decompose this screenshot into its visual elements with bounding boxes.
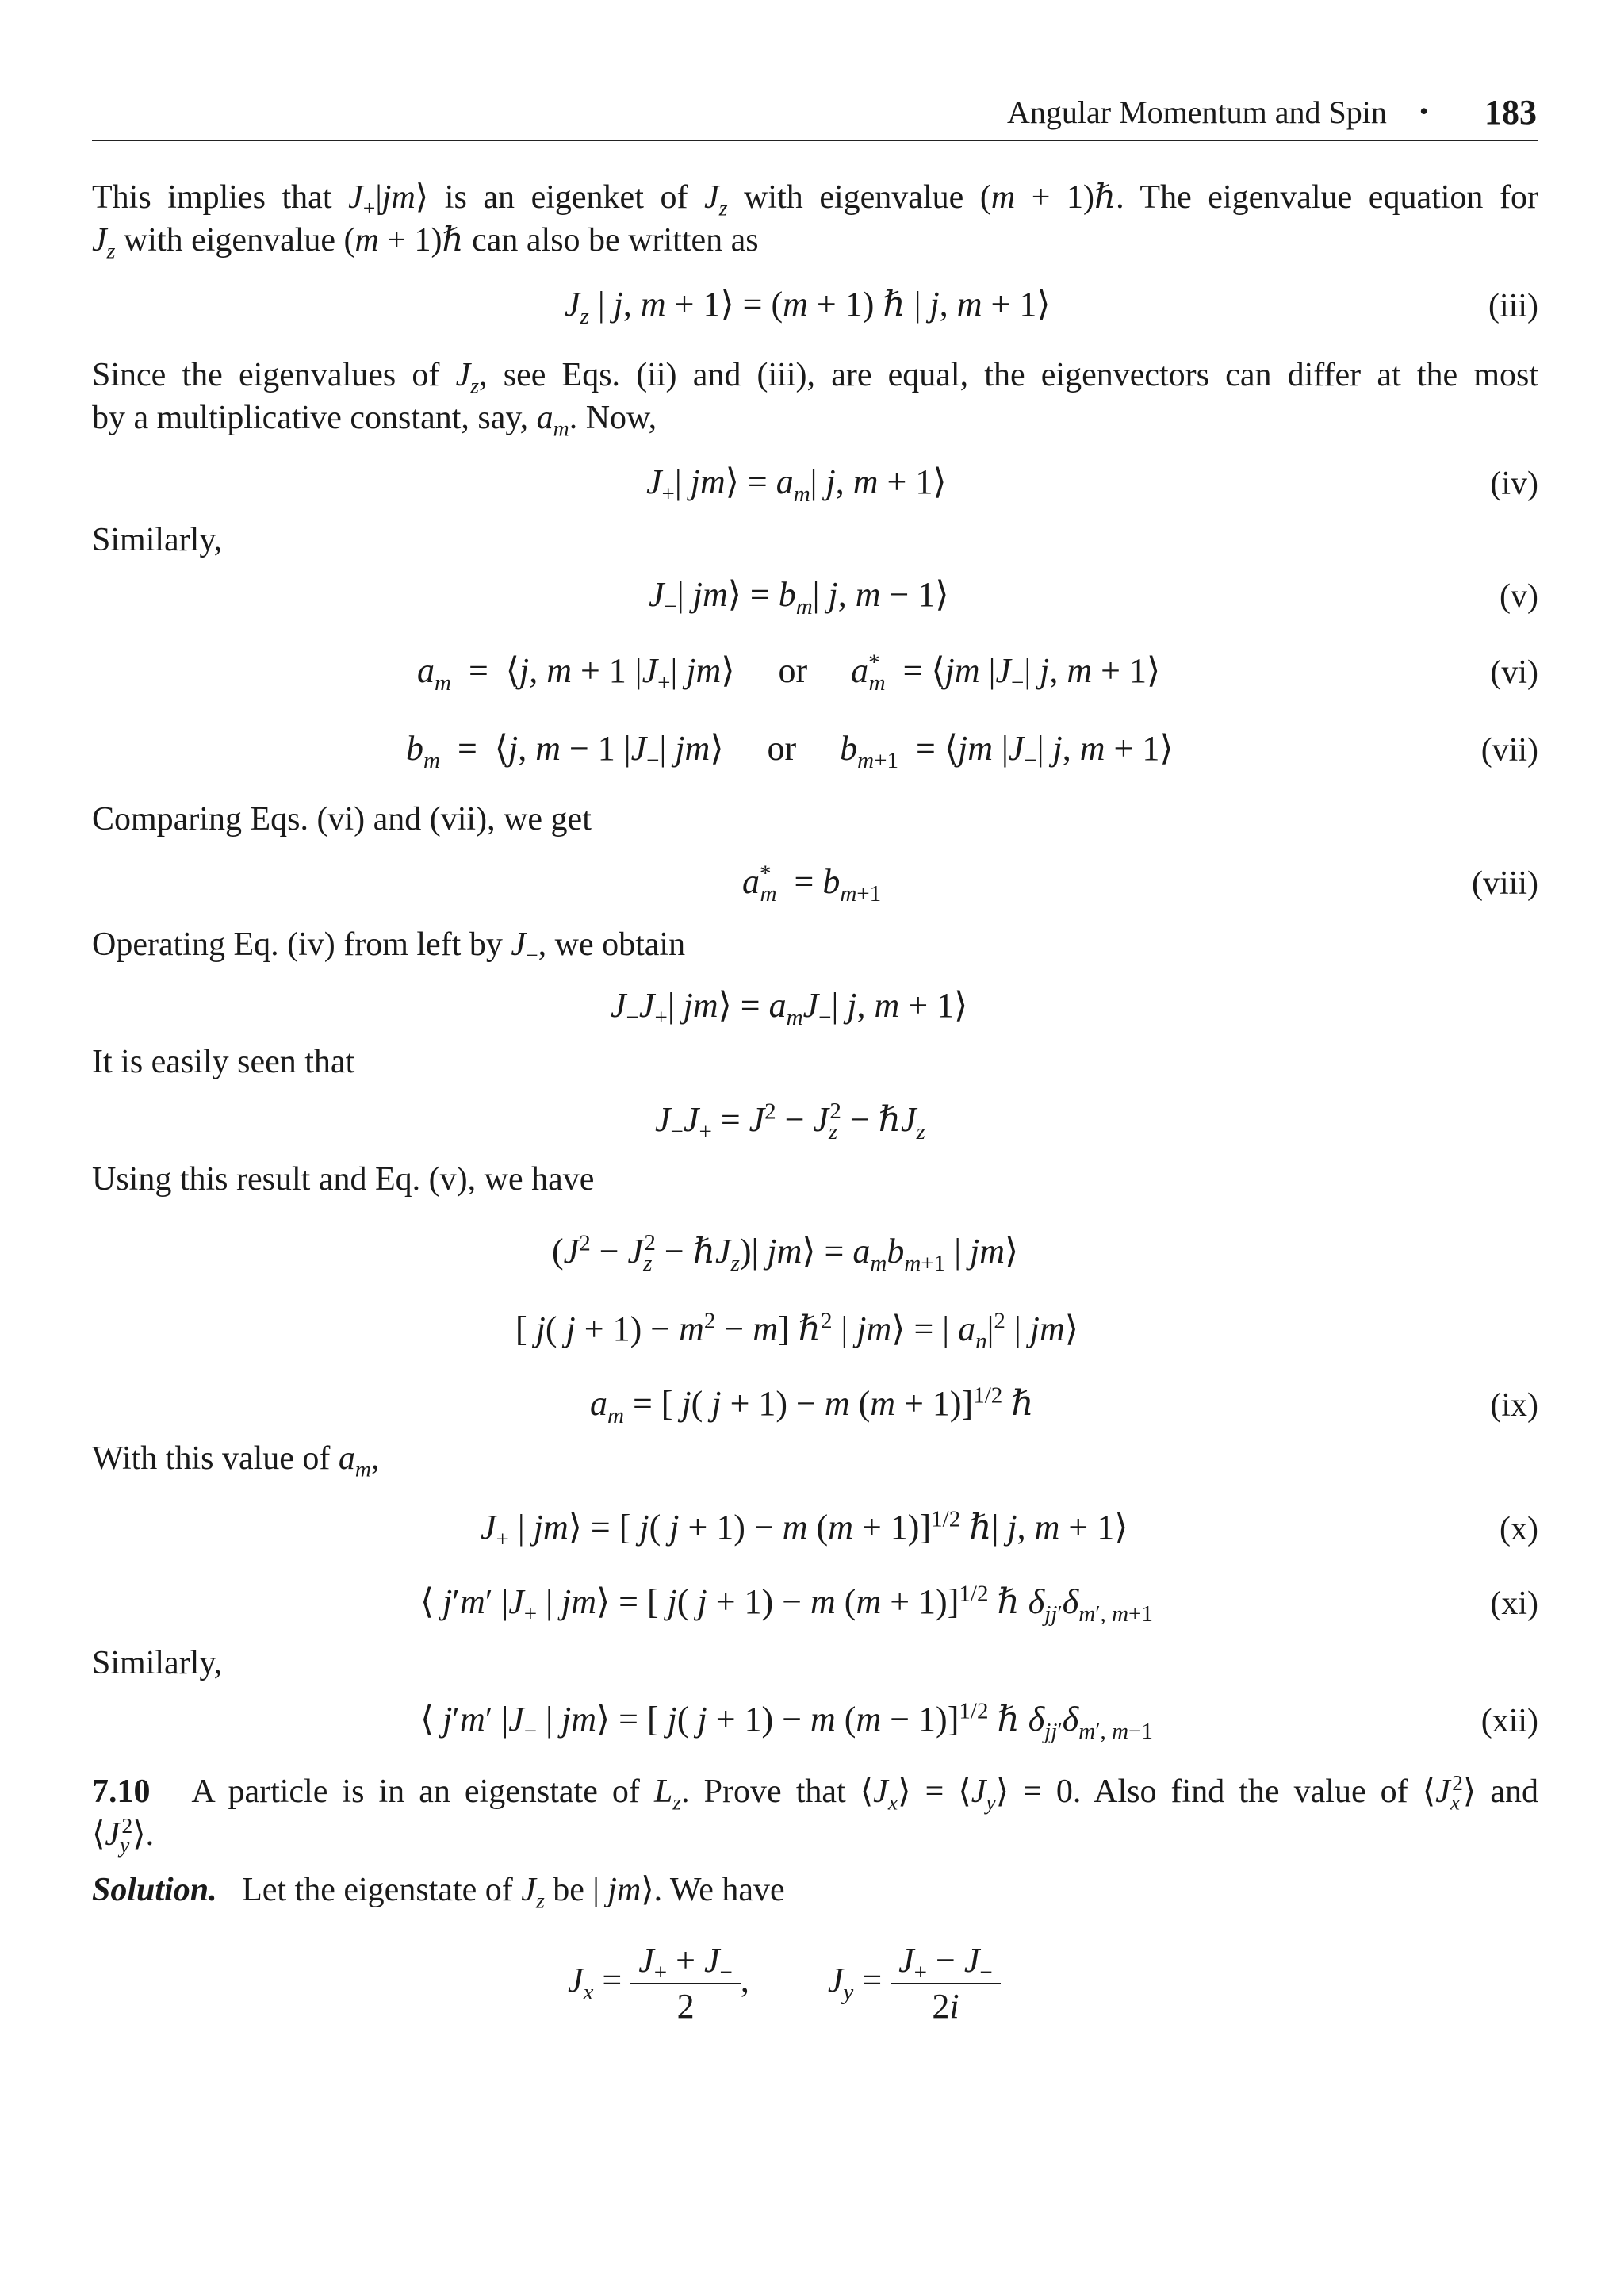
similarly-1: Similarly, [92,522,223,558]
paragraph-1-line-1: This implies that $J_+|jm⟩$ is an eigenket of $J_z$ with eigenvalue (m + 1)ℏ. The eigenvalue equation for [92,179,1538,220]
equation-number-ix: (ix) [1490,1387,1538,1424]
paragraph-2-line-2: by a multiplicative constant, say, $a_m$. Now, [92,400,657,441]
equation-xii: ⟨ j′m′ $|J_-$ | jm⟩ = [ j( j + 1) − m (m − 1)]$^{1/2}$ ℏ $\delta_{jj'}\delta_{m', m-1}$ [420,1698,1153,1744]
header-rule [92,140,1538,141]
solution-line: Solution. Let the eigenstate of $J_z$ be | jm⟩. We have [92,1872,785,1913]
equation-v: $J_-|$ jm⟩ = $b_m|$ j, m − 1⟩ [649,575,949,619]
equation-number-vii: (vii) [1480,732,1538,769]
comparing-text: Comparing Eqs. (vi) and (vii), we get [92,801,592,838]
equation-unnumbered-2: $J_-J_+ = J^2 - J_z^2$ − ℏJ$_z$ [655,1098,925,1144]
equation-unnumbered-1: $J_-J_+|$ jm⟩ = $a_mJ_-|$ j, m + 1⟩ [611,986,968,1030]
jx-lhs: $J_x$ = [568,1961,622,2005]
equation-number-iv: (iv) [1490,466,1538,502]
header-bullet: • [1419,97,1429,125]
running-title: Angular Momentum and Spin [1007,94,1387,130]
with-value-text: With this value of $a_m$, [92,1440,380,1482]
equation-unnumbered-4: [ j( $j + 1) - m^2 - m$] ℏ$^2$ | jm⟩ = | $a_n|^2$ | jm⟩ [515,1308,1078,1354]
equation-number-iii: (iii) [1488,288,1538,324]
jx-fraction: $\frac{J_+ + J_-}{2}$ [630,1938,741,2029]
equation-unnumbered-3: ($J^2 - J_z^2$ − ℏJ$_z$)| jm⟩ = $a_mb_{m+1}$ | jm⟩ [552,1230,1019,1276]
operating-text: Operating Eq. (iv) from left by $J_-$, we obtain [92,926,686,968]
equation-x: $J_+$ | jm⟩ = [ j( j + 1) − m (m + 1)]$^{1/2}$ ℏ| j, m + 1⟩ [481,1506,1128,1552]
equation-number-x: (x) [1500,1511,1538,1547]
equation-number-v: (v) [1500,578,1538,615]
equation-vi: $a_m$ = ⟨j, m + 1 $|J_+|$ jm⟩ or $a^*_m$ = ⟨jm $|J_-|$ j, m + 1⟩ [417,650,1161,696]
equation-jx-jy: $J_x$ = $\frac{J_+ + J_-}{2}$ , $J_y$ = $\frac{J_+ - J_-}{2i}$ [568,1938,1001,2029]
problem-statement-line-2: $⟨J_y^2⟩$. [92,1813,155,1858]
equation-vii: $b_m$ = ⟨j, m − 1 $|J_-|$ jm⟩ or $b_{m+1}$ = ⟨jm $|J_-|$ j, m + 1⟩ [406,729,1174,773]
equation-iv: $J_+|$ jm⟩ = $a_m|$ j, m + 1⟩ [646,462,947,507]
equation-number-viii: (viii) [1472,865,1538,902]
equation-number-xii: (xii) [1480,1703,1538,1739]
jy-fraction: $\frac{J_+ - J_-}{2i}$ [891,1938,1001,2029]
paragraph-2-line-1: Since the eigenvalues of $J_z$, see Eqs. (ii) and (iii), are equal, the eigenvectors can differ at the most [92,357,1538,398]
equation-number-vi: (vi) [1490,654,1538,691]
using-text: Using this result and Eq. (v), we have [92,1161,595,1198]
similarly-2: Similarly, [92,1645,223,1681]
equation-viii: $a^*_m = b_{m+1}$ [742,861,882,907]
jy-lhs: $J_y$ = [827,1961,883,2005]
easily-text: It is easily seen that [92,1044,355,1080]
problem-statement-line-1: 7.10 A particle is in an eigenstate of $L_z$. Prove that $⟨J_x⟩$ = $⟨J_y⟩ = 0$. Also find the value of $⟨J_x^2⟩$ and [92,1770,1539,1815]
page-number: 183 [1484,93,1537,132]
problem-number: 7.10 [92,1773,151,1810]
equation-xi: ⟨ j′m′ $|J_+$ | jm⟩ = [ j( j + 1) − m (m + 1)]$^{1/2}$ ℏ $\delta_{jj'}\delta_{m', m+1}$ [420,1581,1153,1627]
equation-number-xi: (xi) [1490,1585,1538,1622]
equation-ix: $a_m$ = [ j( j + 1) − m (m + 1)]$^{1/2}$ ℏ [590,1382,1034,1428]
paragraph-1-line-2: $J_z$ with eigenvalue (m + 1)ℏ can also be written as [92,222,759,263]
solution-label: Solution. [92,1872,217,1908]
equation-iii: $J_z$ | j, m + 1⟩ = (m + 1) ℏ | j, m + 1⟩ [565,285,1051,329]
